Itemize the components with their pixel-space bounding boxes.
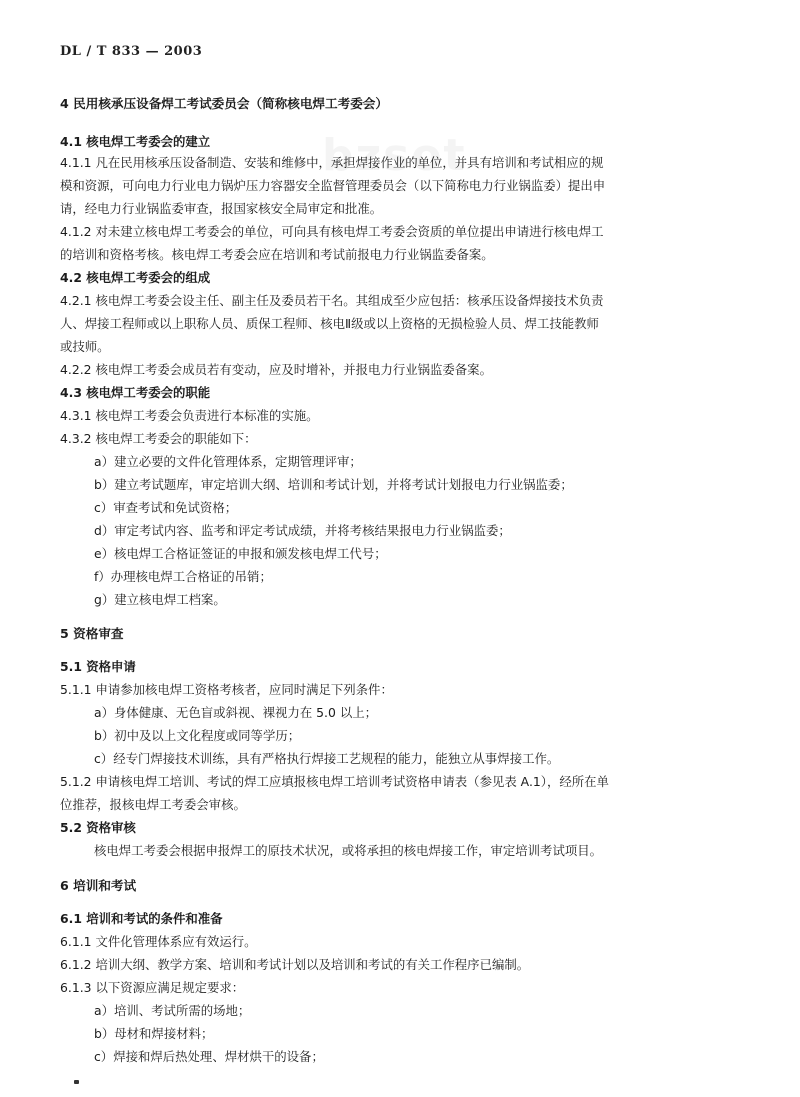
clause-4-1-2-line-1: 4.1.2 对未建立核电焊工考委会的单位，可向具有核电焊工考委会资质的单位提出申请进行核电焊工 (60, 224, 604, 239)
page-footer-mark (74, 1080, 79, 1084)
resource-item-a: a）培训、考试所需的场地； (94, 1003, 251, 1018)
clause-4-1-1-line-2: 模和资源，可向电力行业电力锅炉压力容器安全监督管理委员会（以下简称电力行业锅监委）提出申 (60, 178, 606, 193)
clause-5-1-2-line-1: 5.1.2 申请核电焊工培训、考试的焊工应填报核电焊工培训考试资格申请表（参见表 A.1），经所在单 (60, 774, 609, 789)
section-6-heading: 6 培训和考试 (60, 878, 137, 893)
resource-item-c: c）焊接和焊后热处理、焊材烘干的设备； (94, 1049, 324, 1064)
clause-4-2-1-line-2: 人、焊接工程师或以上职称人员、质保工程师、核电Ⅱ级或以上资格的无损检验人员、焊工技能教师 (60, 316, 599, 331)
clause-4-3-heading: 4.3 核电焊工考委会的职能 (60, 385, 211, 400)
clause-4-3-1: 4.3.1 核电焊工考委会负责进行本标准的实施。 (60, 408, 319, 423)
clause-5-2-body: 核电焊工考委会根据申报焊工的原技术状况，或将承担的核电焊接工作，审定培训考试项目。 (94, 843, 603, 858)
list-item-f: f）办理核电焊工合格证的吊销； (94, 569, 272, 584)
clause-5-1-2-line-2: 位推荐，报核电焊工考委会审核。 (60, 797, 246, 812)
clause-4-1-2-line-2: 的培训和资格考核。核电焊工考委会应在培训和考试前报电力行业锅监委备案。 (60, 247, 494, 262)
list-item-d: d）审定考试内容、监考和评定考试成绩，并将考核结果报电力行业锅监委； (94, 523, 511, 538)
clause-4-2-1-line-3: 或技师。 (60, 339, 110, 354)
clause-4-1-1-line-1: 4.1.1 凡在民用核承压设备制造、安装和维修中，承担焊接作业的单位，并具有培训和考试相应的规 (60, 155, 604, 170)
clause-4-2-heading: 4.2 核电焊工考委会的组成 (60, 270, 211, 285)
clause-5-2-heading: 5.2 资格审核 (60, 820, 136, 835)
condition-item-b: b）初中及以上文化程度或同等学历； (94, 728, 301, 743)
document-code-header: DL / T 833 — 2003 (60, 44, 203, 59)
clause-4-1-1-line-3: 请，经电力行业锅监委审查，报国家核安全局审定和批准。 (60, 201, 383, 216)
condition-item-a: a）身体健康、无色盲或斜视、裸视力在 5.0 以上； (94, 705, 377, 720)
clause-4-3-2: 4.3.2 核电焊工考委会的职能如下： (60, 431, 257, 446)
list-item-c: c）审查考试和免试资格； (94, 500, 238, 515)
clause-4-2-2: 4.2.2 核电焊工考委会成员若有变动，应及时增补，并报电力行业锅监委备案。 (60, 362, 492, 377)
clause-6-1-3: 6.1.3 以下资源应满足规定要求： (60, 980, 245, 995)
clause-5-1-heading: 5.1 资格申请 (60, 659, 136, 674)
clause-6-1-heading: 6.1 培训和考试的条件和准备 (60, 911, 223, 926)
watermark: bzsot (322, 130, 467, 181)
list-item-g: g）建立核电焊工档案。 (94, 592, 226, 607)
section-4-heading: 4 民用核承压设备焊工考试委员会（简称核电焊工考委会） (60, 96, 388, 111)
clause-4-1-heading: 4.1 核电焊工考委会的建立 (60, 134, 211, 149)
section-5-heading: 5 资格审查 (60, 626, 124, 641)
clause-5-1-1: 5.1.1 申请参加核电焊工资格考核者，应同时满足下列条件： (60, 682, 393, 697)
list-item-e: e）核电焊工合格证签证的申报和颁发核电焊工代号； (94, 546, 387, 561)
list-item-a: a）建立必要的文件化管理体系，定期管理评审； (94, 454, 362, 469)
resource-item-b: b）母材和焊接材料； (94, 1026, 214, 1041)
clause-4-2-1-line-1: 4.2.1 核电焊工考委会设主任、副主任及委员若干名。其组成至少应包括：核承压设备焊接技术负责 (60, 293, 604, 308)
list-item-b: b）建立考试题库，审定培训大纲、培训和考试计划，并将考试计划报电力行业锅监委； (94, 477, 573, 492)
clause-6-1-1: 6.1.1 文件化管理体系应有效运行。 (60, 934, 257, 949)
clause-6-1-2: 6.1.2 培训大纲、教学方案、培训和考试计划以及培训和考试的有关工作程序已编制。 (60, 957, 530, 972)
condition-item-c: c）经专门焊接技术训练，具有严格执行焊接工艺规程的能力，能独立从事焊接工作。 (94, 751, 560, 766)
